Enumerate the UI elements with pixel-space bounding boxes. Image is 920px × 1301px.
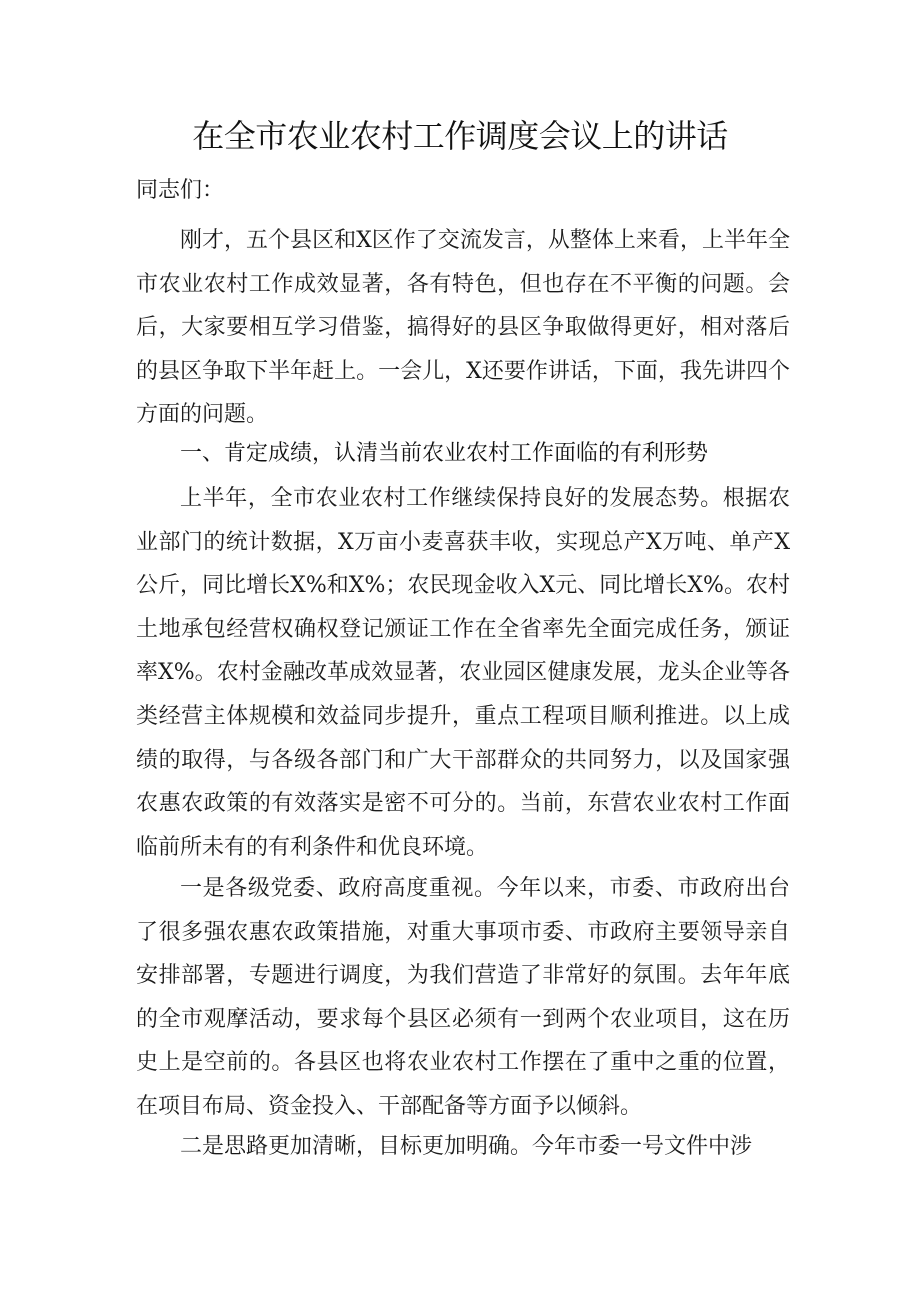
paragraph-point-one: 一是各级党委、政府高度重视。今年以来，市委、市政府出台了很多强农惠农政策措施，对重大事项市委、市政府主要领导亲自安排部署，专题进行调度，为我们营造了非常好的氛围。去年年底的全市观摩活动，要求每个县区必须有一到两个农业项目，这在历史上是空前的。各县区也将农业农村工作摆在了重中之重的位置，在项目布局、资金投入、干部配备等方面予以倾斜。 (136, 876, 790, 1119)
document-title: 在全市农业农村工作调度会议上的讲话 (192, 117, 728, 155)
salutation: 同志们： (136, 178, 225, 203)
paragraph-achievements: 上半年，全市农业农村工作继续保持良好的发展态势。根据农业部门的统计数据，X万亩小麦喜获丰收，实现总产X万吨、单产X公斤，同比增长X%和X%；农民现金收入X元、同比增长X%。农村土地承包经营权确权登记颁证工作在全省率先全面完成任务，颁证率X%。农村金融改革成效显著，农业园区健康发展，龙头企业等各类经营主体规模和效益同步提升，重点工程项目顺利推进。以上成绩的取得，与各级各部门和广大干部群众的共同努力，以及国家强农惠农政策的有效落实是密不可分的。当前，东营农业农村工作面临前所未有的有利条件和优良环境。 (136, 486, 790, 860)
section-heading-1: 一、肯定成绩，认清当前农业农村工作面临的有利形势 (180, 441, 709, 466)
paragraph-intro: 刚才，五个县区和X区作了交流发言，从整体上来看，上半年全市农业农村工作成效显著，各有特色，但也存在不平衡的问题。会后，大家要相互学习借鉴，搞得好的县区争取做得更好，相对落后的县区争取下半年赶上。一会儿，X还要作讲话，下面，我先讲四个方面的问题。 (136, 228, 790, 428)
paragraph-point-two: 二是思路更加清晰，目标更加明确。今年市委一号文件中涉 (180, 1134, 753, 1159)
